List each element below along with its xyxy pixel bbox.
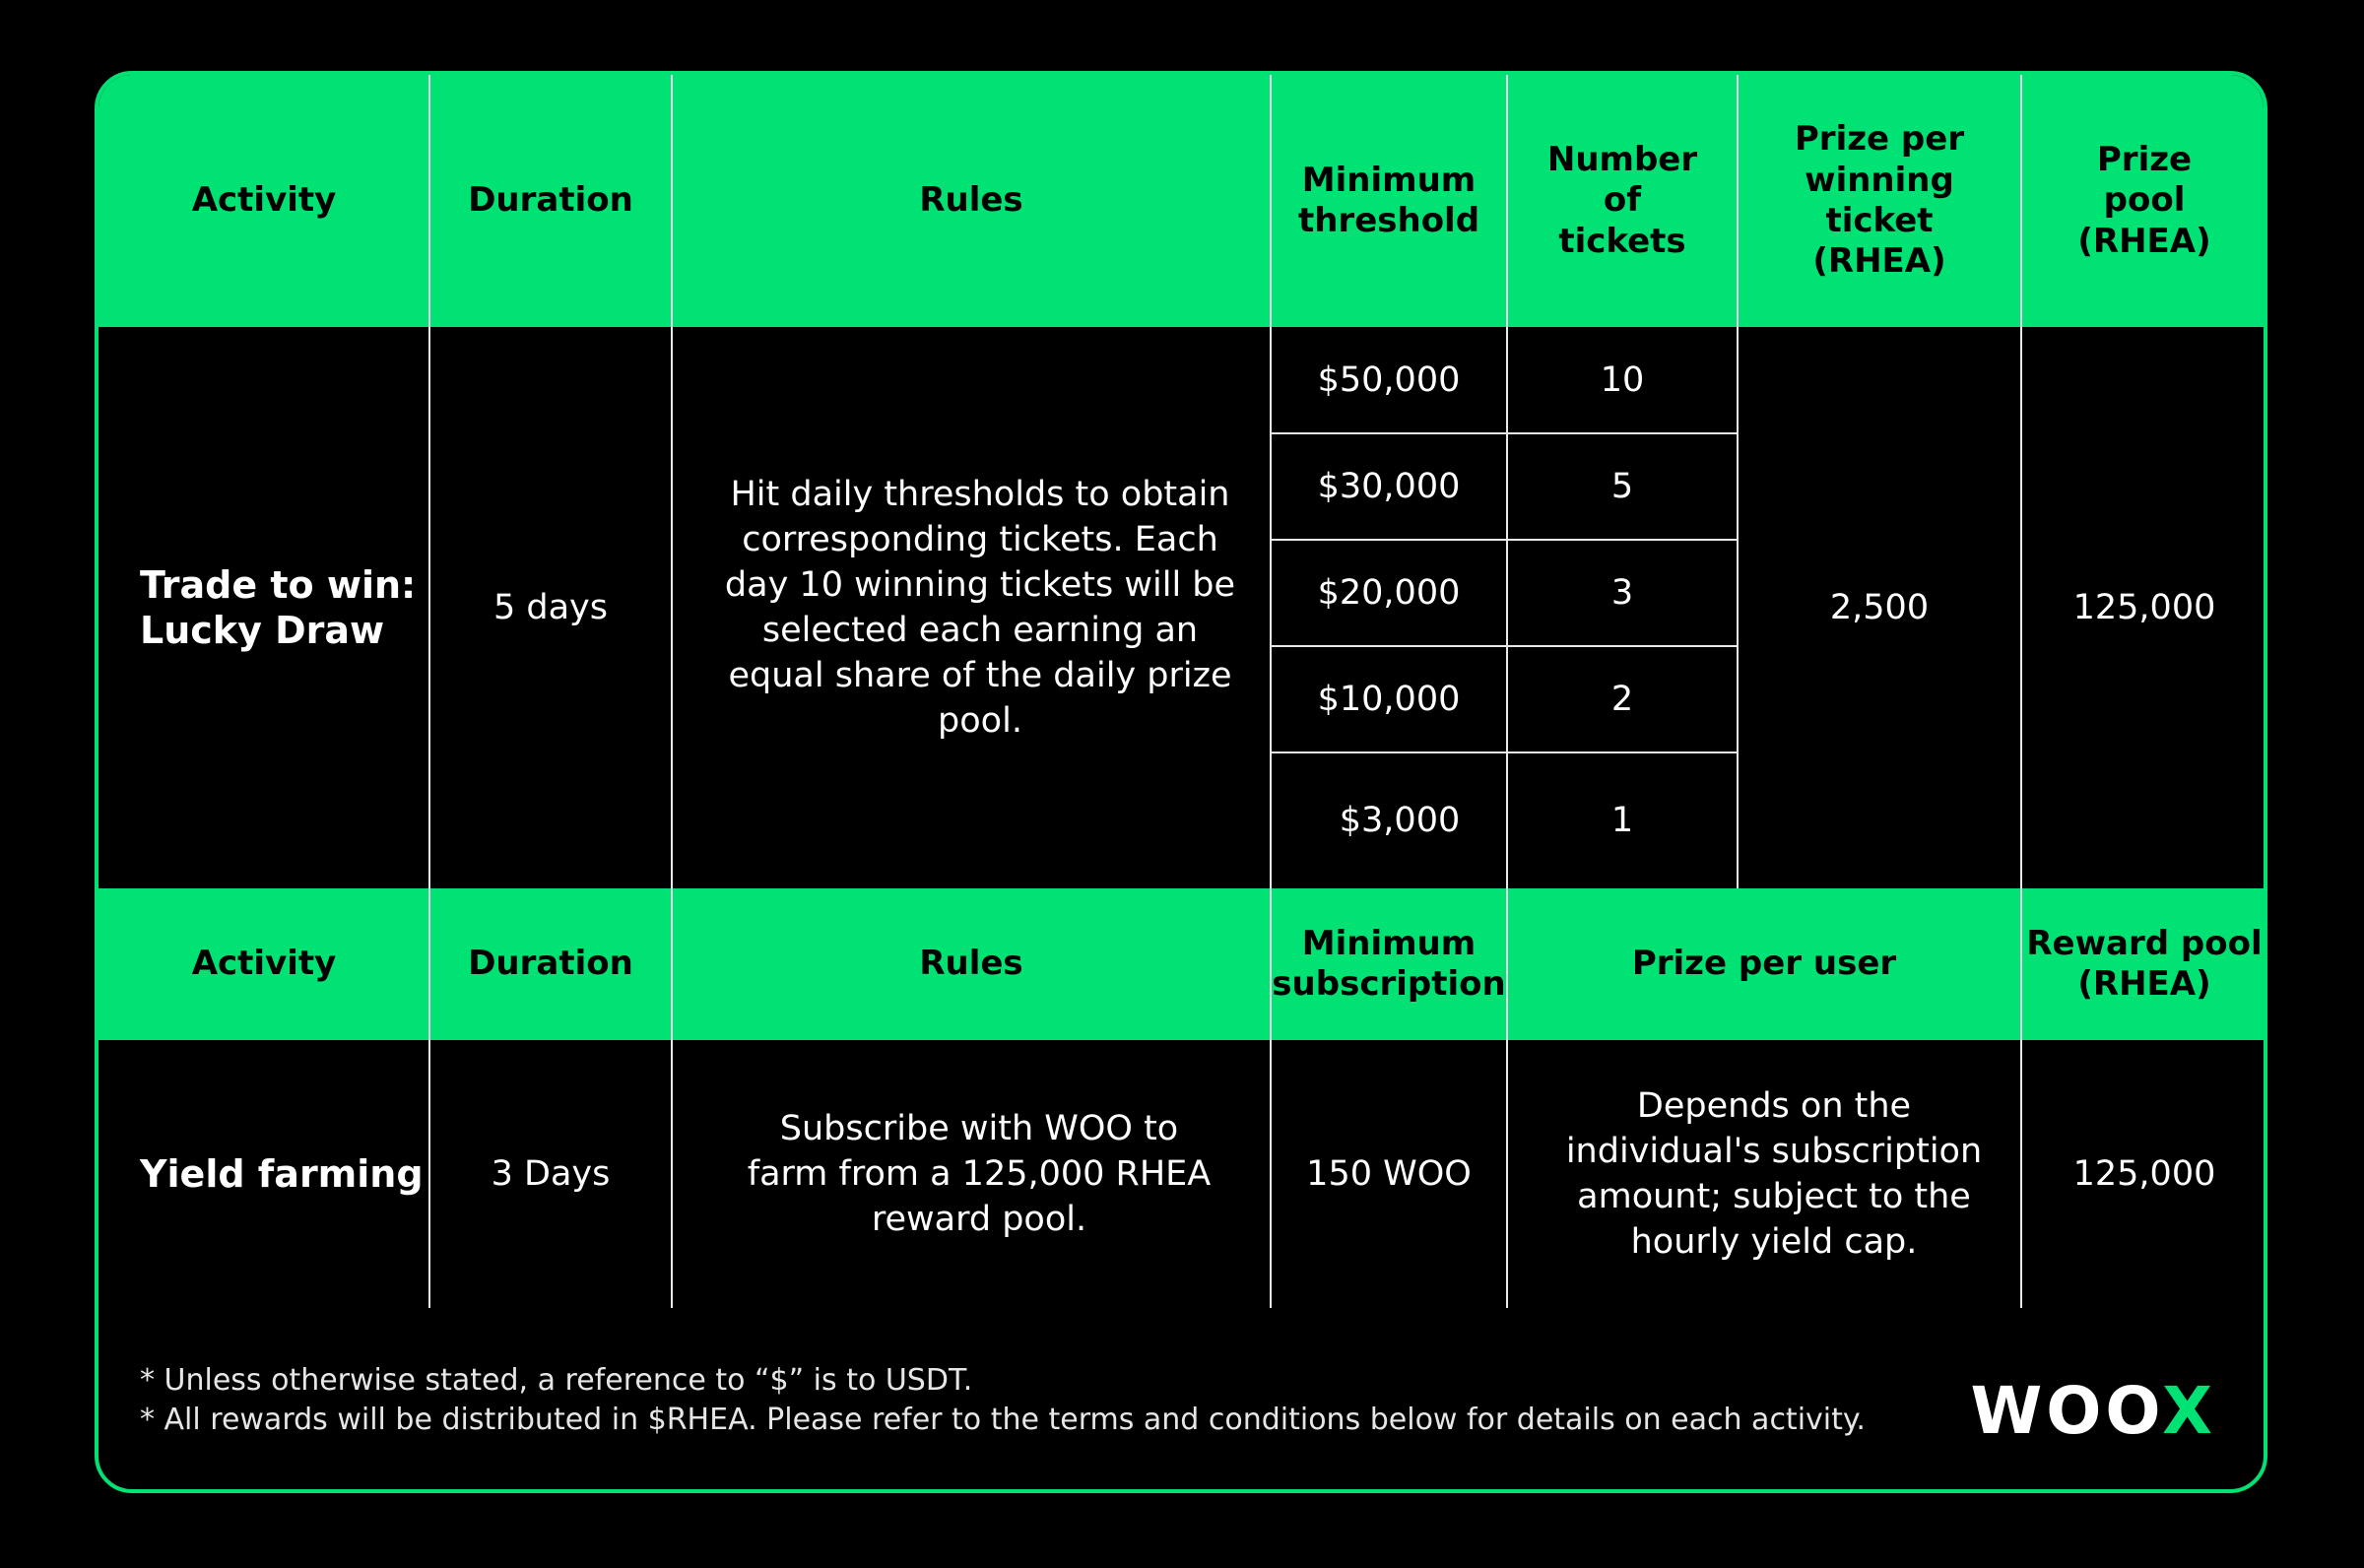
t1-header-duration: Duration — [429, 75, 672, 327]
grid-line — [1270, 75, 1272, 1308]
t1-tickets-4: 2 — [1610, 679, 1634, 719]
t1-activity: Trade to win: Lucky Draw — [140, 562, 417, 652]
t2-header-reward-pool: Reward pool (RHEA) — [2021, 888, 2267, 1040]
t2-header-activity: Activity — [98, 888, 429, 1040]
t1-header-prize-pool: Prize pool (RHEA) — [2021, 75, 2267, 327]
footnote-rewards: * All rewards will be distributed in $RHEA. Please refer to the terms and conditions below for details on each activity. — [140, 1403, 1866, 1437]
rewards-card — [95, 71, 2267, 1493]
t2-activity: Yield farming — [140, 1151, 424, 1196]
t1-threshold-5: $3,000 — [1339, 800, 1461, 840]
logo-x: X — [2162, 1373, 2216, 1449]
grid-line — [671, 75, 673, 1308]
t1-rules: Hit daily thresholds to obtain corresponding tickets. Each day 10 winning tickets will be selected each earning an equal share of the daily prize pool. — [724, 475, 1236, 741]
t1-tickets-5: 1 — [1610, 800, 1634, 840]
t1-header-number-of-tickets: Number of tickets — [1507, 75, 1738, 327]
t2-rules: Subscribe with WOO to farm from a 125,000 RHEA reward pool. — [747, 1109, 1212, 1239]
t1-threshold-1: $50,000 — [1317, 359, 1461, 400]
grid-line — [1271, 432, 1738, 434]
grid-line — [1506, 888, 1508, 1040]
t2-header-rules: Rules — [672, 888, 1271, 1040]
t2-prize-per-user: Depends on the individual's subscription amount; subject to the hourly yield cap. — [1565, 1086, 1983, 1262]
t1-threshold-3: $20,000 — [1317, 572, 1461, 613]
t2-duration: 3 Days — [491, 1153, 611, 1194]
t1-header-activity: Activity — [98, 75, 429, 327]
grid-line — [1271, 645, 1738, 647]
t1-header-rules: Rules — [672, 75, 1271, 327]
t1-threshold-2: $30,000 — [1317, 466, 1461, 506]
grid-line — [1271, 751, 1738, 753]
grid-line — [2020, 75, 2022, 1308]
grid-line — [1737, 75, 1739, 888]
grid-line — [1271, 539, 1738, 541]
grid-line — [1506, 1040, 1508, 1308]
t1-tickets-1: 10 — [1600, 359, 1645, 400]
t1-duration: 5 days — [492, 587, 608, 627]
t1-threshold-4: $10,000 — [1317, 679, 1461, 719]
t1-header-prize-per-ticket: Prize per winning ticket (RHEA) — [1738, 75, 2021, 327]
t1-tickets-2: 5 — [1610, 466, 1634, 506]
t2-min-subscription: 150 WOO — [1306, 1153, 1472, 1194]
t1-header-min-threshold: Minimum threshold — [1271, 75, 1507, 327]
t2-reward-pool: 125,000 — [2072, 1153, 2216, 1194]
t1-prize-per-ticket: 2,500 — [1829, 587, 1930, 627]
woox-logo — [1970, 1373, 2216, 1449]
footnotes — [140, 1361, 1866, 1440]
t2-header-min-subscription: Minimum subscription — [1271, 888, 1507, 1040]
t1-prize-pool: 125,000 — [2072, 587, 2216, 627]
t2-header-prize-per-user: Prize per user — [1507, 888, 2021, 1040]
footnote-usdt: * Unless otherwise stated, a reference to “$” is to USDT. — [140, 1363, 973, 1398]
t1-tickets-3: 3 — [1610, 572, 1634, 613]
grid-line — [1506, 75, 1508, 888]
logo-text: WOO — [1970, 1373, 2163, 1449]
grid-line — [428, 75, 430, 1308]
t2-header-duration: Duration — [429, 888, 672, 1040]
